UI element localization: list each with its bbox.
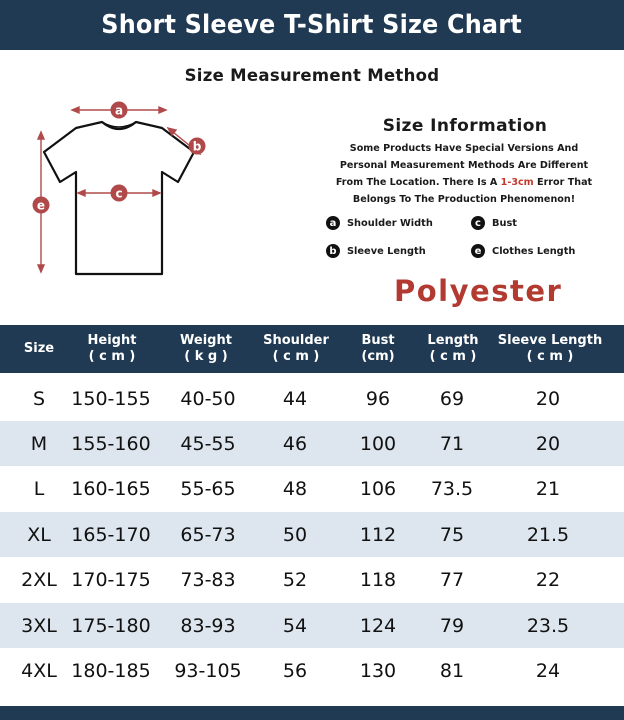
cell-bust: 118: [359, 568, 397, 591]
cell-size: S: [32, 387, 46, 410]
label-c-marker: [111, 185, 128, 202]
cell-height: 180-185: [71, 659, 151, 682]
cell-height: 155-160: [71, 432, 151, 455]
tshirt-measurement-diagram: [22, 92, 232, 282]
table-row: [0, 376, 624, 421]
legend-item-bust: c Bust: [471, 216, 517, 230]
cell-height: 150-155: [71, 387, 151, 410]
cell-shoulder: 54: [282, 614, 308, 637]
legend-item-shoulder: a Shoulder Width: [326, 216, 433, 230]
cell-bust: 96: [365, 387, 391, 410]
table-row: [0, 603, 624, 648]
material-label: Polyester: [394, 274, 563, 308]
legend-item-sleeve: b Sleeve Length: [326, 244, 426, 258]
column-header-weight: Weight ( k g ): [180, 333, 232, 364]
cell-bust: 130: [359, 659, 397, 682]
cell-height: 165-170: [71, 523, 151, 546]
cell-size: L: [33, 477, 45, 500]
size-information-text: [318, 140, 610, 208]
cell-bust: 124: [359, 614, 397, 637]
cell-sleeve-length: 21.5: [526, 523, 570, 546]
cell-shoulder: 56: [282, 659, 308, 682]
cell-sleeve-length: 22: [535, 568, 561, 591]
cell-length: 73.5: [430, 477, 474, 500]
cell-shoulder: 46: [282, 432, 308, 455]
cell-length: 79: [439, 614, 465, 637]
svg-text:e: e: [36, 198, 46, 213]
cell-size: 2XL: [21, 568, 57, 591]
cell-height: 175-180: [71, 614, 151, 637]
cell-weight: 83-93: [180, 614, 236, 637]
legend-e-icon: e: [471, 244, 485, 258]
table-row: [0, 466, 624, 511]
cell-size: M: [30, 432, 48, 455]
cell-sleeve-length: 20: [535, 387, 561, 410]
error-range-highlight: 1-3cm: [500, 177, 534, 188]
cell-height: 170-175: [71, 568, 151, 591]
cell-shoulder: 52: [282, 568, 308, 591]
cell-weight: 65-73: [180, 523, 236, 546]
table-row: [0, 557, 624, 602]
cell-bust: 112: [359, 523, 397, 546]
page-title: Short Sleeve T-Shirt Size Chart: [101, 10, 523, 40]
column-header-bust: Bust (cm): [361, 333, 395, 364]
size-information-panel: [318, 116, 610, 208]
size-table-header: [0, 325, 624, 373]
cell-sleeve-length: 24: [535, 659, 561, 682]
legend-c-icon: c: [471, 216, 485, 230]
info-line-4: Belongs To The Production Phenomenon!: [352, 194, 576, 205]
table-row: [0, 648, 624, 693]
table-row: [0, 512, 624, 557]
cell-shoulder: 50: [282, 523, 308, 546]
title-banner: [0, 0, 624, 50]
cell-sleeve-length: 21: [535, 477, 561, 500]
info-line-3: From The Location. There Is A 1-3cm Error That: [335, 177, 593, 188]
column-header-height: Height ( c m ): [87, 333, 137, 364]
cell-bust: 106: [359, 477, 397, 500]
cell-shoulder: 48: [282, 477, 308, 500]
cell-length: 77: [439, 568, 465, 591]
cell-length: 71: [439, 432, 465, 455]
info-line-1: Some Products Have Special Versions And: [349, 143, 579, 154]
cell-length: 81: [439, 659, 465, 682]
cell-size: XL: [27, 523, 51, 546]
cell-weight: 55-65: [180, 477, 236, 500]
footer-bar: [0, 706, 624, 720]
svg-text:a: a: [114, 103, 124, 118]
cell-shoulder: 44: [282, 387, 308, 410]
label-e-marker: [33, 197, 50, 214]
cell-sleeve-length: 20: [535, 432, 561, 455]
cell-bust: 100: [359, 432, 397, 455]
cell-sleeve-length: 23.5: [526, 614, 570, 637]
cell-weight: 73-83: [180, 568, 236, 591]
label-a-marker: [111, 102, 128, 119]
cell-weight: 40-50: [180, 387, 236, 410]
legend-item-length: e Clothes Length: [471, 244, 575, 258]
cell-weight: 93-105: [174, 659, 242, 682]
measurement-method-title: Size Measurement Method: [184, 66, 440, 85]
cell-size: 4XL: [21, 659, 57, 682]
column-header-size: Size: [23, 341, 55, 356]
cell-height: 160-165: [71, 477, 151, 500]
table-row: [0, 421, 624, 466]
label-b-marker: [189, 138, 206, 155]
column-header-length: Length ( c m ): [427, 333, 479, 364]
cell-weight: 45-55: [180, 432, 236, 455]
column-header-sleeve-length: Sleeve Length ( c m ): [497, 333, 603, 364]
column-header-shoulder: Shoulder ( c m ): [263, 333, 329, 364]
legend-a-icon: a: [326, 216, 340, 230]
cell-length: 75: [439, 523, 465, 546]
cell-length: 69: [439, 387, 465, 410]
svg-text:b: b: [192, 139, 202, 154]
svg-text:c: c: [115, 186, 123, 201]
legend-b-icon: b: [326, 244, 340, 258]
info-line-2: Personal Measurement Methods Are Different: [339, 160, 589, 171]
cell-size: 3XL: [21, 614, 57, 637]
size-information-title: Size Information: [382, 116, 548, 136]
